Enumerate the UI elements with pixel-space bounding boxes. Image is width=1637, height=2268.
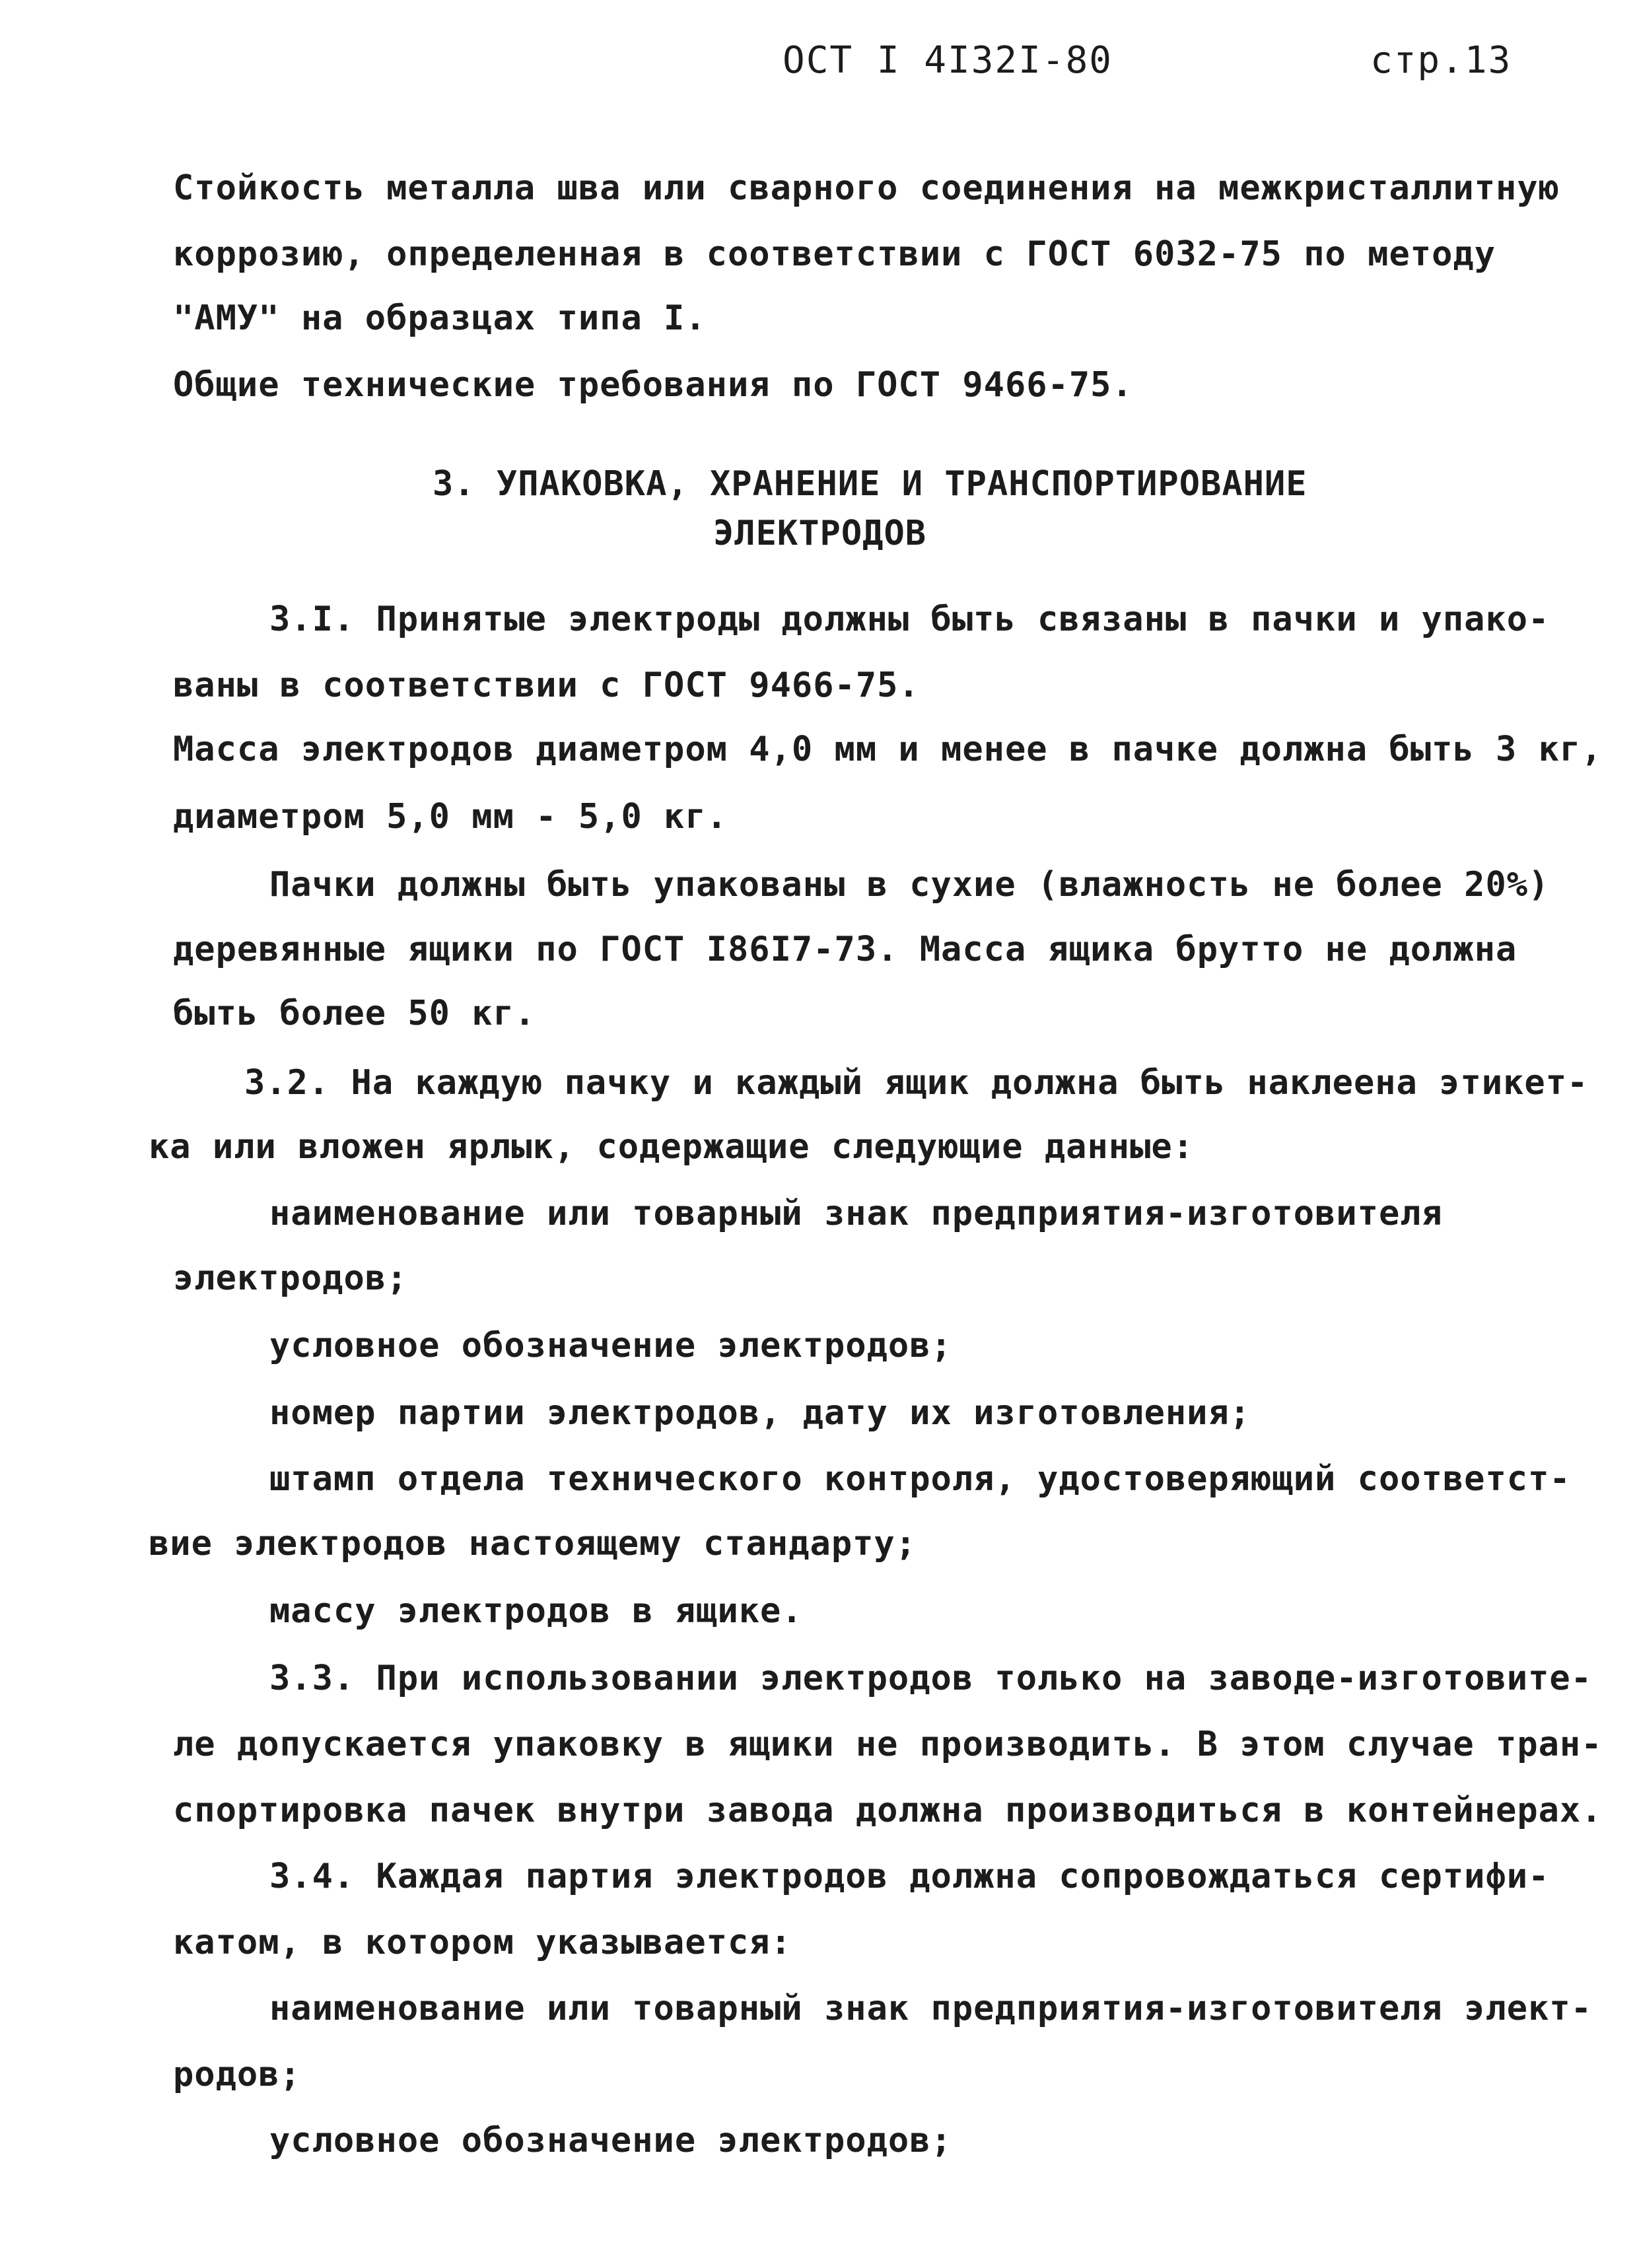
list-item: штамп отдела технического контроля, удостоверяющий соответст-: [269, 1459, 1571, 1499]
text-line: Масса электродов диаметром 4,0 мм и менее в пачке должна быть 3 кг,: [173, 730, 1603, 769]
list-item: родов;: [173, 2055, 301, 2094]
text-line: ваны в соответствии с ГОСТ 9466-75.: [173, 666, 920, 705]
text-line: 3.3. При использовании электродов только на заводе-изготовите-: [269, 1659, 1593, 1698]
list-item: условное обозначение электродов;: [269, 1326, 952, 1365]
section-heading: 3. УПАКОВКА, ХРАНЕНИЕ И ТРАНСПОРТИРОВАНИЕ: [433, 464, 1307, 504]
text-line: Пачки должны быть упакованы в сухие (влажность не более 20%): [269, 865, 1550, 905]
standard-number: ОСТ I 4I32I-80: [783, 39, 1113, 82]
text-line: ле допускается упаковку в ящики не производить. В этом случае тран-: [173, 1725, 1603, 1764]
list-item: наименование или товарный знак предприятия-изготовителя элект-: [269, 1989, 1593, 2028]
list-item: электродов;: [173, 1258, 408, 1298]
list-item: вие электродов настоящему стандарту;: [149, 1524, 917, 1564]
page-number: стр.13: [1370, 39, 1512, 82]
text-line: 3.I. Принятые электроды должны быть связаны в пачки и упако-: [269, 600, 1550, 639]
list-item: наименование или товарный знак предприятия-изготовителя: [269, 1194, 1443, 1233]
text-line: спортировка пачек внутри завода должна производиться в контейнерах.: [173, 1791, 1603, 1830]
text-line: "АМУ" на образцах типа I.: [173, 298, 707, 338]
text-line: 3.2. На каждую пачку и каждый ящик должна быть наклеена этикет-: [244, 1063, 1589, 1103]
text-line: деревянные ящики по ГОСТ I86I7-73. Масса ящика брутто не должна: [173, 930, 1517, 969]
text-line: коррозию, определенная в соответствии с ГОСТ 6032-75 по методу: [173, 234, 1496, 274]
text-line: быть более 50 кг.: [173, 994, 536, 1033]
list-item: массу электродов в ящике.: [269, 1591, 803, 1631]
section-heading: ЭЛЕКТРОДОВ: [713, 514, 927, 553]
text-line: Общие технические требования по ГОСТ 9466-75.: [173, 365, 1133, 405]
text-line: 3.4. Каждая партия электродов должна сопровождаться сертифи-: [269, 1857, 1550, 1896]
text-line: Стойкость металла шва или сварного соединения на межкристаллитную: [173, 168, 1560, 208]
text-line: катом, в котором указывается:: [173, 1923, 792, 1962]
text-line: ка или вложен ярлык, содержащие следующие данные:: [149, 1127, 1195, 1167]
list-item: условное обозначение электродов;: [269, 2121, 952, 2160]
text-line: диаметром 5,0 мм - 5,0 кг.: [173, 797, 728, 837]
list-item: номер партии электродов, дату их изготовления;: [269, 1393, 1251, 1433]
